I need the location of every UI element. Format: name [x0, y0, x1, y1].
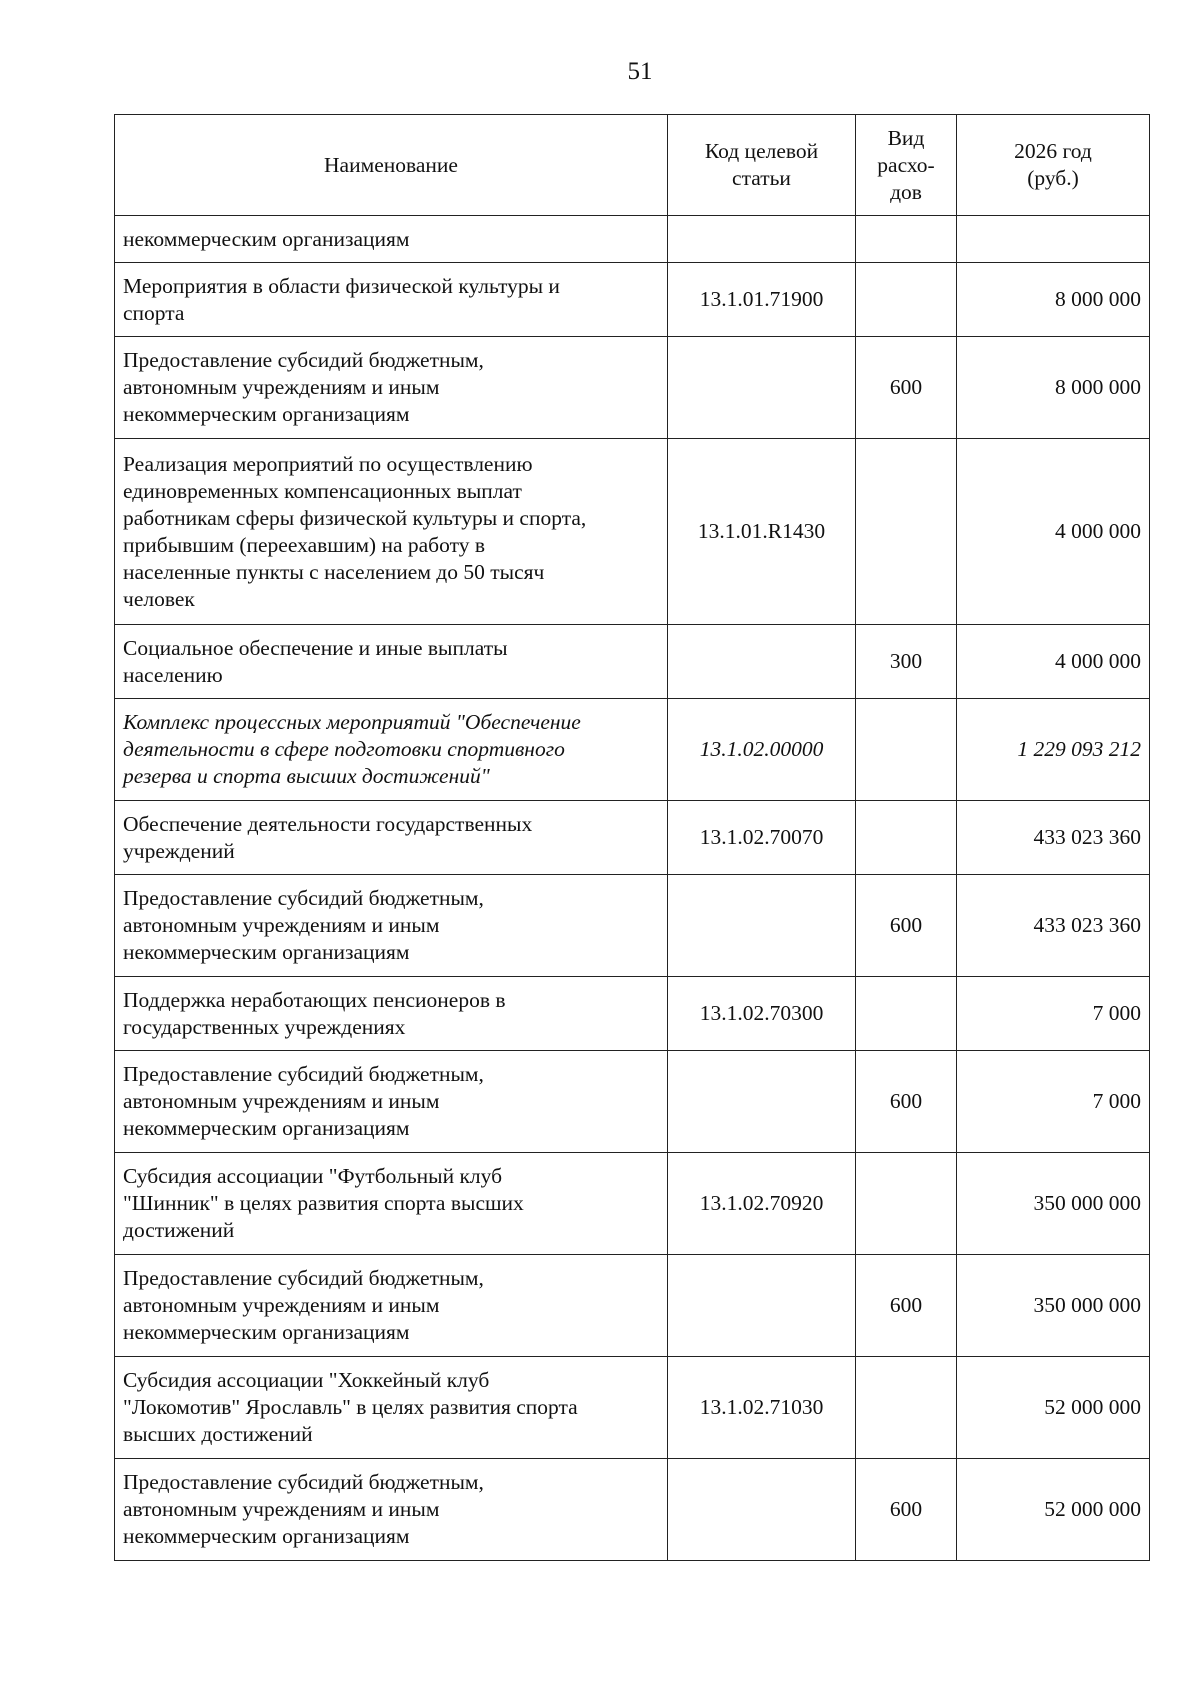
cell-name-line: Субсидия ассоциации "Хоккейный клуб — [123, 1368, 490, 1392]
table-row — [115, 263, 1150, 337]
budget-table — [114, 114, 1150, 1561]
cell-code: 13.1.02.00000 — [668, 699, 856, 801]
cell-name-line: автономным учреждениям и иным — [123, 1089, 440, 1113]
cell-name-line: некоммерческим организациям — [123, 1116, 410, 1140]
cell-name — [115, 1051, 668, 1153]
cell-sum: 350 000 000 — [957, 1255, 1150, 1357]
cell-name-line: высших достижений — [123, 1422, 313, 1446]
cell-name-line: Предоставление субсидий бюджетным, — [123, 886, 484, 910]
cell-name-line: человек — [123, 586, 195, 611]
cell-kind — [856, 977, 957, 1051]
cell-code: 13.1.02.70300 — [668, 977, 856, 1051]
cell-name-line: Предоставление субсидий бюджетным, — [123, 1470, 484, 1494]
cell-name-line: "Локомотив" Ярославль" в целях развития спорта — [123, 1395, 578, 1419]
cell-name — [115, 1255, 668, 1357]
table-row — [115, 1459, 1150, 1561]
cell-kind — [856, 439, 957, 625]
table-row — [115, 625, 1150, 699]
cell-kind: 600 — [856, 337, 957, 439]
cell-name — [115, 625, 668, 699]
cell-name — [115, 1153, 668, 1255]
cell-name — [115, 263, 668, 337]
cell-sum: 433 023 360 — [957, 801, 1150, 875]
cell-code: 13.1.02.70070 — [668, 801, 856, 875]
cell-name-line: автономным учреждениям и иным — [123, 1497, 440, 1521]
table-row — [115, 875, 1150, 977]
cell-kind — [856, 801, 957, 875]
cell-kind: 600 — [856, 1255, 957, 1357]
cell-name-line: некоммерческим организациям — [123, 1320, 410, 1344]
cell-code: 13.1.02.71030 — [668, 1357, 856, 1459]
cell-kind — [856, 699, 957, 801]
cell-name — [115, 977, 668, 1051]
cell-sum: 52 000 000 — [957, 1357, 1150, 1459]
cell-kind — [856, 1153, 957, 1255]
table-row — [115, 1153, 1150, 1255]
cell-name-line: Социальное обеспечение и иные выплаты — [123, 635, 508, 660]
cell-name-line: резерва и спорта высших достижений" — [123, 764, 490, 788]
cell-name-line: населенные пункты с населением до 50 тысяч — [123, 559, 545, 584]
cell-sum: 4 000 000 — [957, 439, 1150, 625]
cell-sum: 4 000 000 — [957, 625, 1150, 699]
cell-name-line: Предоставление субсидий бюджетным, — [123, 1266, 484, 1290]
cell-name-line: некоммерческим организациям — [123, 402, 410, 426]
cell-name-line: некоммерческим организациям — [123, 226, 410, 251]
cell-name — [115, 216, 668, 263]
cell-name-line: автономным учреждениям и иным — [123, 375, 440, 399]
cell-name-line: работникам сферы физической культуры и спорта, — [123, 505, 587, 530]
cell-name-line: спорта — [123, 300, 185, 325]
cell-kind — [856, 263, 957, 337]
cell-sum: 350 000 000 — [957, 1153, 1150, 1255]
cell-name-line: некоммерческим организациям — [123, 1524, 410, 1548]
header-sum: 2026 год (руб.) — [957, 115, 1150, 216]
cell-name — [115, 337, 668, 439]
cell-name — [115, 1357, 668, 1459]
cell-sum: 8 000 000 — [957, 263, 1150, 337]
cell-sum: 52 000 000 — [957, 1459, 1150, 1561]
cell-name-line: "Шинник" в целях развития спорта высших — [123, 1191, 524, 1215]
table-row — [115, 439, 1150, 625]
cell-name — [115, 801, 668, 875]
cell-code — [668, 625, 856, 699]
cell-code: 13.1.01.R1430 — [668, 439, 856, 625]
cell-name-line: Реализация мероприятий по осуществлению — [123, 451, 533, 476]
table-row — [115, 216, 1150, 263]
header-name: Наименование — [115, 115, 668, 216]
cell-name-line: автономным учреждениям и иным — [123, 913, 440, 937]
cell-name-line: прибывшим (переехавшим) на работу в — [123, 532, 485, 557]
cell-name — [115, 439, 668, 625]
header-code: Код целевой статьи — [668, 115, 856, 216]
cell-name-line: некоммерческим организациям — [123, 940, 410, 964]
cell-kind: 600 — [856, 1459, 957, 1561]
cell-code: 13.1.01.71900 — [668, 263, 856, 337]
cell-name-line: единовременных компенсационных выплат — [123, 478, 522, 503]
table-row — [115, 1255, 1150, 1357]
table-row — [115, 977, 1150, 1051]
cell-sum: 1 229 093 212 — [957, 699, 1150, 801]
cell-name-line: Предоставление субсидий бюджетным, — [123, 1062, 484, 1086]
cell-code — [668, 1255, 856, 1357]
header-kind: Вид расхо- дов — [856, 115, 957, 216]
table-header-row — [115, 115, 1150, 216]
cell-name-line: государственных учреждениях — [123, 1014, 406, 1039]
cell-sum: 433 023 360 — [957, 875, 1150, 977]
cell-code: 13.1.02.70920 — [668, 1153, 856, 1255]
cell-code — [668, 337, 856, 439]
cell-name-line: Мероприятия в области физической культуры и — [123, 273, 560, 298]
cell-name-line: Поддержка неработающих пенсионеров в — [123, 987, 506, 1012]
cell-sum: 7 000 — [957, 1051, 1150, 1153]
cell-kind: 300 — [856, 625, 957, 699]
cell-code — [668, 1459, 856, 1561]
cell-name-line: достижений — [123, 1218, 235, 1242]
cell-name-line: Субсидия ассоциации "Футбольный клуб — [123, 1164, 503, 1188]
cell-code — [668, 1051, 856, 1153]
cell-name-line: Предоставление субсидий бюджетным, — [123, 348, 484, 372]
table-row — [115, 337, 1150, 439]
cell-code — [668, 875, 856, 977]
cell-name-line: автономным учреждениям и иным — [123, 1293, 440, 1317]
cell-name-line: учреждений — [123, 838, 235, 863]
table-row — [115, 1357, 1150, 1459]
cell-sum: 7 000 — [957, 977, 1150, 1051]
cell-kind: 600 — [856, 1051, 957, 1153]
cell-kind: 600 — [856, 875, 957, 977]
cell-code — [668, 216, 856, 263]
table-row — [115, 699, 1150, 801]
cell-kind — [856, 1357, 957, 1459]
cell-sum — [957, 216, 1150, 263]
cell-name — [115, 1459, 668, 1561]
page-number: 51 — [627, 58, 653, 85]
cell-kind — [856, 216, 957, 263]
table-row — [115, 801, 1150, 875]
cell-name-line: Обеспечение деятельности государственных — [123, 811, 533, 836]
cell-name-line: деятельности в сфере подготовки спортивного — [123, 737, 565, 761]
cell-name — [115, 875, 668, 977]
cell-name — [115, 699, 668, 801]
cell-name-line: населению — [123, 662, 223, 687]
table-row — [115, 1051, 1150, 1153]
cell-name-line: Комплекс процессных мероприятий "Обеспечение — [123, 710, 581, 734]
cell-sum: 8 000 000 — [957, 337, 1150, 439]
